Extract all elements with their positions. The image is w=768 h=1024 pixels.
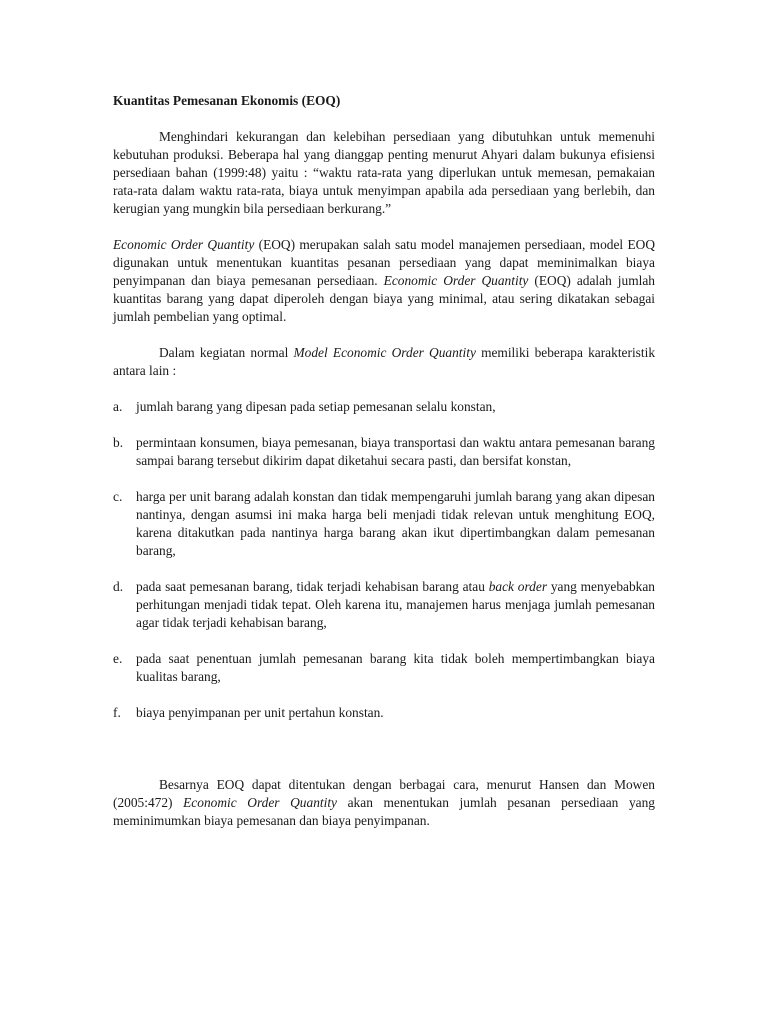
list-item-text: jumlah barang yang dipesan pada setiap pemesanan selalu konstan,	[136, 399, 496, 414]
list-item-e	[113, 650, 655, 686]
paragraph-3-text-2: memiliki beberapa karakteristik antara lain :	[113, 345, 656, 378]
paragraph-2-text-2: (EOQ) adalah jumlah kuantitas barang yang dapat diperoleh dengan biaya yang minimal, atau sering dikatakan sebagai jumlah pembelian yang optimal.	[113, 273, 655, 324]
list-item-text-after: yang menyebabkan perhitungan menjadi tidak tepat. Oleh karena itu, manajemen harus menjaga jumlah pemesanan agar tidak terjadi kehabisan barang,	[136, 579, 655, 630]
paragraph-2-term-2: Economic Order Quantity	[383, 273, 529, 288]
paragraph-4-text-2: akan menentukan jumlah pesanan persediaan yang meminimumkan biaya pemesanan dan biaya penyimpanan.	[113, 795, 655, 828]
list-item-text: harga per unit barang adalah konstan dan tidak mempengaruhi jumlah barang yang akan dipesan nantinya, dengan asumsi ini maka harga beli menjadi tidak relevan untuk menghitung EOQ, karena ditakutkan pada nantinya harga barang akan ikut dipertimbangkan dalam pemesanan barang,	[136, 489, 655, 558]
paragraph-4-text-1: Besarnya EOQ dapat ditentukan dengan berbagai cara, menurut Hansen dan Mowen (2005:472)	[113, 777, 655, 810]
list-item-b	[113, 434, 655, 470]
list-item-term: back order	[488, 579, 548, 594]
paragraph-1: Menghindari kekurangan dan kelebihan persediaan yang dibutuhkan untuk memenuhi kebutuhan produksi. Beberapa hal yang dianggap penting menurut Ahyari dalam bukunya efisiensi persediaan bahan (1999:48) yaitu : “waktu rata-rata yang diperlukan untuk memesan, pemakaian rata-rata dalam waktu rata-rata, biaya untuk menyimpan apabila ada persediaan yang berlebih, dan kerugian yang mungkin bila persediaan berkurang.”	[113, 129, 655, 216]
list-item-text-before: pada saat pemesanan barang, tidak terjadi kehabisan barang atau	[136, 579, 489, 594]
document-page	[113, 92, 655, 830]
paragraph-2-text-1: (EOQ) merupakan salah satu model manajemen persediaan, model EOQ digunakan untuk menentukan kuantitas pesanan persediaan yang dapat meminimalkan biaya penyimpanan dan biaya pemesanan persediaan.	[113, 237, 655, 288]
list-item-text: permintaan konsumen, biaya pemesanan, biaya transportasi dan waktu antara pemesanan barang sampai barang tersebut dikirim dapat diketahui secara pasti, dan bersifat konstan,	[136, 435, 655, 468]
spacer	[113, 740, 655, 776]
document-title: Kuantitas Pemesanan Ekonomis (EOQ)	[113, 93, 341, 108]
list-marker: b.	[113, 435, 124, 450]
paragraph-2	[113, 236, 655, 326]
paragraph-4-term: Economic Order Quantity	[183, 795, 337, 810]
paragraph-3	[113, 344, 655, 380]
list-item-text: biaya penyimpanan per unit pertahun konstan.	[136, 705, 384, 720]
list-marker: a.	[113, 399, 123, 414]
list-item-c	[113, 488, 655, 560]
list-item-f	[113, 704, 655, 722]
paragraph-2-term-1: Economic Order Quantity	[113, 237, 255, 252]
list-item-text: pada saat penentuan jumlah pemesanan barang kita tidak boleh mempertimbangkan biaya kualitas barang,	[136, 651, 655, 684]
list-marker: e.	[113, 651, 123, 666]
paragraph-3-term: Model Economic Order Quantity	[293, 345, 476, 360]
characteristics-list	[113, 398, 655, 722]
list-marker: d.	[113, 579, 124, 594]
list-marker: c.	[113, 489, 123, 504]
paragraph-4	[113, 776, 655, 830]
list-item-a	[113, 398, 655, 416]
list-marker: f.	[113, 705, 121, 720]
list-item-d	[113, 578, 655, 632]
paragraph-3-text-1: Dalam kegiatan normal	[159, 345, 294, 360]
